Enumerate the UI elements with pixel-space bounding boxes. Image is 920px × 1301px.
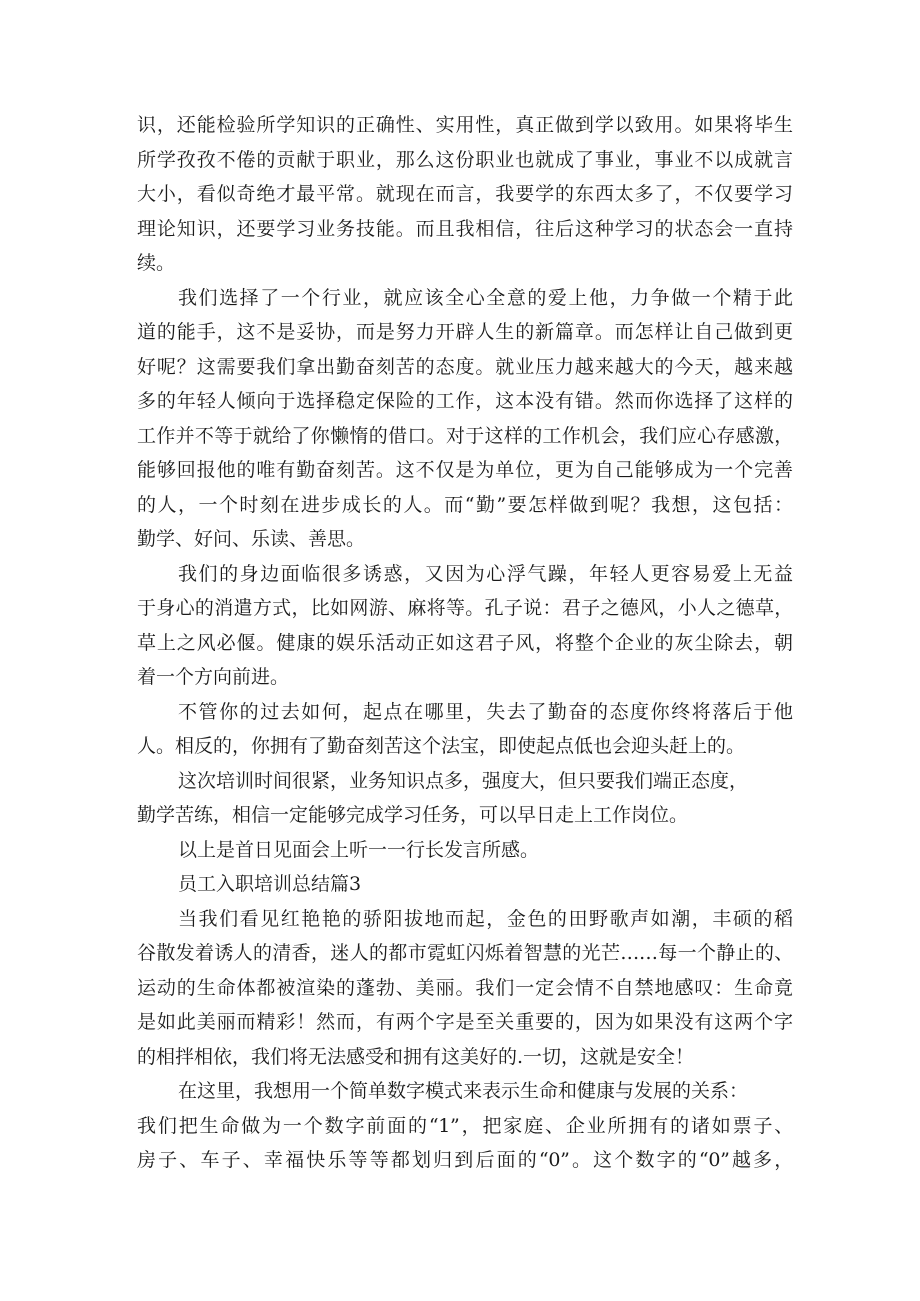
text-line: 大小，看似奇绝才最平常。就现在而言，我要学的东西太多了，不仅要学习 [137,183,793,205]
text-line: 好呢？这需要我们拿出勤奋刻苦的态度。就业压力越来越大的今天，越来越 [137,355,793,378]
section-heading: 员工入职培训总结篇3 [178,873,362,895]
text-line: 的相拌相依，我们将无法感受和拥有这美好的.一切，这就是安全！ [137,1045,695,1068]
text-line: 所学孜孜不倦的贡献于职业，那么这份职业也就成了事业，事业不以成就言 [137,148,793,171]
text-line: 的人，一个时刻在进步成长的人。而“勤”要怎样做到呢？我想，这包括： [137,493,793,516]
text-line: 草上之风必偃。健康的娱乐活动正如这君子风，将整个企业的灰尘除去，朝 [137,631,793,654]
text-line: 能够回报他的唯有勤奋刻苦。这不仅是为单位，更为自己能够成为一个完善 [137,459,793,481]
text-line: 我们的身边面临很多诱惑，又因为心浮气躁，年轻人更容易爱上无益 [178,562,793,585]
text-line: 道的能手，这不是妥协，而是努力开辟人生的新篇章。而怎样让自己做到更 [137,321,793,343]
text-line: 于身心的消遣方式，比如网游、麻将等。孔子说：君子之德风，小人之德草， [137,597,793,619]
text-line: 勤学苦练，相信一定能够完成学习任务，可以早日走上工作岗位。 [137,804,689,826]
text-line: 工作并不等于就给了你懒惰的借口。对于这样的工作机会，我们应心存感激， [137,424,793,447]
text-line: 多的年轻人倾向于选择稳定保险的工作，这本没有错。然而你选择了这样的 [137,390,793,412]
text-line: 运动的生命体都被渲染的蓬勃、美丽。我们一定会情不自禁地感叹：生命竟 [137,976,793,999]
text-line: 我们选择了一个行业，就应该全心全意的爱上他，力争做一个精于此 [178,286,793,309]
text-line: 理论知识，还要学习业务技能。而且我相信，往后这种学习的状态会一直持 [137,217,793,240]
text-line: 勤学、好问、乐读、善思。 [137,528,366,550]
text-line: 当我们看见红艳艳的骄阳拔地而起，金色的田野歌声如潮，丰硕的稻 [178,907,793,930]
text-line: 房子、车子、幸福快乐等等都划归到后面的“0”。这个数字的“0”越多， [137,1149,793,1171]
text-line: 不管你的过去如何，起点在哪里，失去了勤奋的态度你终将落后于他 [178,700,793,723]
text-line: 谷散发着诱人的清香，迷人的都市霓虹闪烁着智慧的光芒……每一个静止的、 [137,942,793,964]
text-line: 这次培训时间很紧，业务知识点多，强度大，但只要我们端正态度， [178,769,749,792]
text-line: 续。 [137,252,176,274]
text-line: 我们把生命做为一个数字前面的“1”，把家庭、企业所拥有的诸如票子、 [137,1114,793,1137]
text-line: 在这里，我想用一个简单数字模式来表示生命和健康与发展的关系： [178,1080,749,1102]
text-line: 人。相反的，你拥有了勤奋刻苦这个法宝，即使起点低也会迎头赶上的。 [137,735,746,757]
text-line: 识，还能检验所学知识的正确性、实用性，真正做到学以致用。如果将毕生 [137,114,793,136]
text-line: 以上是首日见面会上听一一行长发言所感。 [178,838,540,861]
text-line: 是如此美丽而精彩！然而，有两个字是至关重要的，因为如果没有这两个字 [137,1011,793,1033]
text-line: 着一个方向前进。 [137,666,290,688]
document-body [137,108,793,1178]
